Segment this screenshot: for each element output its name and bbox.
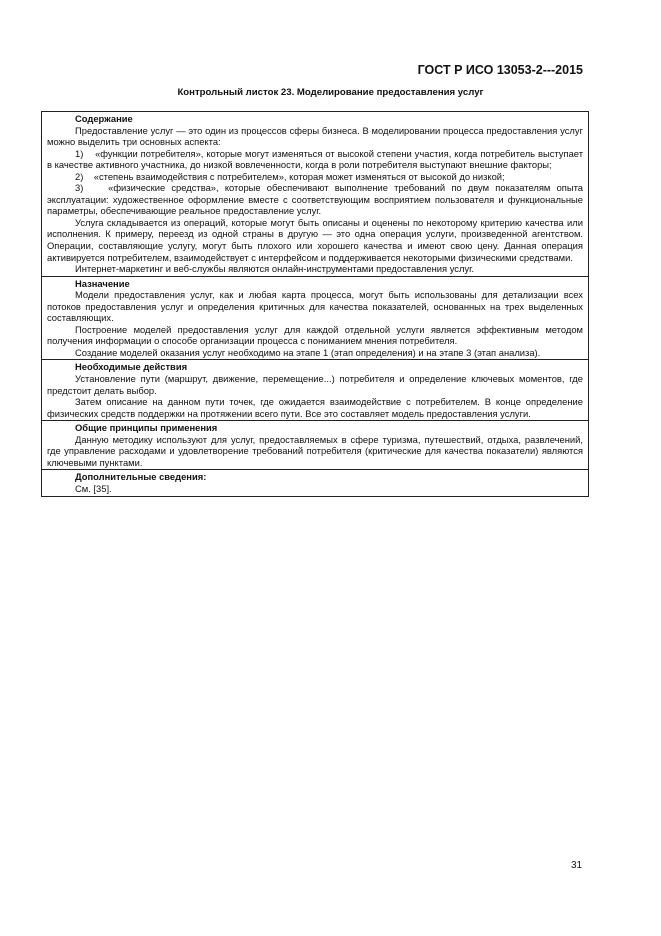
paragraph: Затем описание на данном пути точек, где ожидается взаимодействие с потребителем. В конце определение физических средств поддержки на протяжении всего пути. Все это составляет модель предоставления услуги. <box>47 396 583 419</box>
paragraph: Построение моделей предоставления услуг для каждой отдельной услуги является эффективным методом получения информации о способе организации процесса с пониманием мнения потребителя. <box>47 323 583 347</box>
paragraph: Установление пути (маршрут, движение, перемещение...) потребителя и определение ключевых моментов, где предстоит делать выбор. <box>47 373 583 396</box>
section-heading: Назначение <box>75 277 130 289</box>
paragraph: Предоставление услуг — это один из процессов сферы бизнеса. В моделировании процесса предоставления услуг можно выделить три основных аспекта: <box>47 124 583 148</box>
standard-designation: ГОСТ Р ИСО 13053-2---2015 <box>417 63 583 77</box>
section-heading: Необходимые действия <box>75 361 188 373</box>
section-content <box>42 112 588 276</box>
list-item: 2) «степень взаимодействия с потребителем», которая может изменяться от высокой до низкой; <box>75 170 505 182</box>
section-purpose <box>42 276 588 360</box>
section-heading: Общие принципы применения <box>75 422 218 434</box>
list-item: 3) «физические средства», которые обеспечивают выполнение требований по двум показателям опыта эксплуатации: художественное оформление вместе с соответствующим восприятием пользователя и функциональные параметры, обеспечивающие реальное предоставление услуг. <box>47 182 586 217</box>
page-number: 31 <box>571 860 583 871</box>
section-heading: Содержание <box>75 113 133 124</box>
paragraph: Создание моделей оказания услуг необходимо на этапе 1 (этап определения) и на этапе 3 (этап анализа). <box>75 346 541 358</box>
paragraph: Модели предоставления услуг, как и любая карта процесса, могут быть использованы для детализации всех потоков предоставления услуг и определения критичных для качества показателей, основанных на трех выделенных составляющих. <box>47 289 583 324</box>
section-general-principles <box>42 420 588 469</box>
list-item: 1) «функции потребителя», которые могут изменяться от высокой степени участия, когда потребитель выступает в качестве активного участника, до низкой вовлеченности, когда в роли потребителя выступают внешние факторы; <box>47 147 586 171</box>
paragraph: Услуга складывается из операций, которые могут быть описаны и оценены по некоторому критерию качества или исполнения. К примеру, переезд из одной страны в другую — это одна операция услуги, произведенной агентством. Операции, составляющие услугу, могут быть плохого или хорошего качества и имеют свою цену. Данная операция активируется потребителем, взаимодействует с интерфейсом и поддерживается некоторыми физическими средствами. <box>47 216 583 263</box>
checklist-title: Контрольный листок 23. Моделирование предоставления услуг <box>177 87 484 98</box>
paragraph: Данную методику используют для услуг, предоставляемых в сфере туризма, путешествий, отдыха, развлечений, где управление расходами и удовлетворение требований потребителя (критические для качества показатели) являются ключевыми пунктами. <box>47 433 583 468</box>
section-heading: Дополнительные сведения: <box>75 471 207 483</box>
paragraph: Интернет-маркетинг и веб-службы являются онлайн-инструментами предоставления услуг. <box>75 263 475 275</box>
reference: См. [35]. <box>75 482 112 494</box>
checklist-table <box>41 111 589 497</box>
section-additional-info <box>42 469 588 495</box>
section-required-actions <box>42 359 588 420</box>
